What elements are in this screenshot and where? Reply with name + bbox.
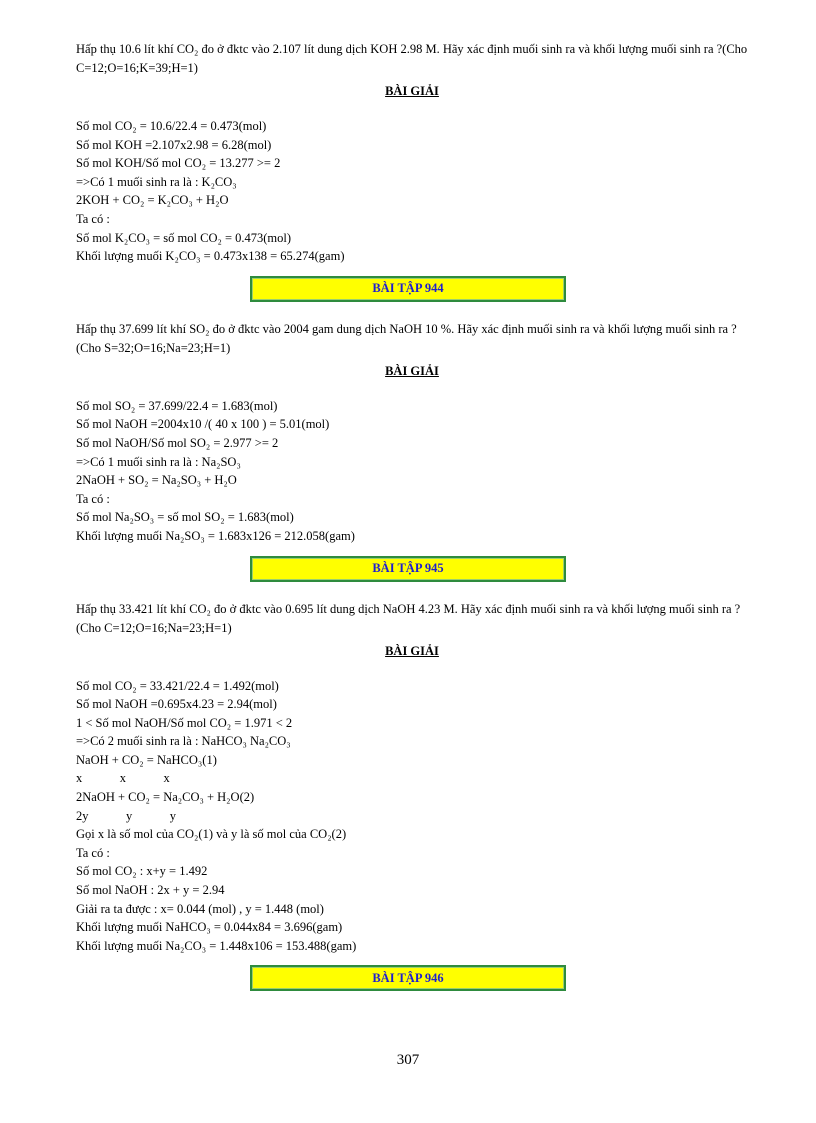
solution-line: Khối lượng muối Na₂CO₃ = 1.448x106 = 153.488(gam) xyxy=(76,938,357,953)
solution-body xyxy=(76,397,748,546)
page-number: 307 xyxy=(396,1052,420,1068)
solution-line: Số mol K₂CO₃ = số mol CO₂ = 0.473(mol) xyxy=(76,230,292,245)
solution-line: Số mol NaOH/Số mol SO₂ = 2.977 >= 2 xyxy=(76,435,279,450)
solution-line: =>Có 2 muối sinh ra là : NaHCO₃ Na₂CO₃ xyxy=(76,734,291,749)
solution-line: Số mol CO₂ = 10.6/22.4 = 0.473(mol) xyxy=(76,119,267,133)
solution-line: =>Có 1 muối sinh ra là : K₂CO₃ xyxy=(76,174,237,189)
solution-line: 1 < Số mol NaOH/Số mol CO₂ = 1.971 < 2 xyxy=(76,715,293,730)
solution-line: NaOH + CO₂ = NaHCO₃(1) xyxy=(76,752,217,767)
solution-line: Số mol NaOH : 2x + y = 2.94 xyxy=(76,883,225,898)
solution-line: Ta có : xyxy=(76,491,110,506)
exercise-banner-row xyxy=(76,556,748,582)
solution-line: Số mol NaOH =0.695x4.23 = 2.94(mol) xyxy=(76,697,277,712)
solution-line: Khối lượng muối Na₂SO₃ = 1.683x126 = 212.058(gam) xyxy=(76,528,355,543)
solution-line: x x x xyxy=(76,771,170,786)
exercise-banner: BÀI TẬP 945 xyxy=(250,556,566,582)
solution-line: Số mol SO₂ = 37.699/22.4 = 1.683(mol) xyxy=(76,398,278,413)
exercise-banner-row xyxy=(76,276,748,302)
solution-line: Gọi x là số mol của CO₂(1) và y là số mol của CO₂(2) xyxy=(76,827,347,842)
exercise-banner-row xyxy=(76,965,748,991)
document-page xyxy=(76,40,748,1009)
solution-line: Số mol KOH =2.107x2.98 = 6.28(mol) xyxy=(76,137,272,152)
exercise-banner: BÀI TẬP 944 xyxy=(250,276,566,302)
solution-body xyxy=(76,677,748,956)
solution-line: Ta có : xyxy=(76,211,110,226)
problem-statement: Hấp thụ 37.699 lít khí SO₂ đo ở đktc vào 2004 gam dung dịch NaOH 10 %. Hãy xác định muối sinh ra và khối lượng muối sinh ra ?(Cho S=32;O=16;Na=23;H=1) xyxy=(76,321,737,355)
solution-body xyxy=(76,117,748,266)
solution-line: Số mol CO₂ = 33.421/22.4 = 1.492(mol) xyxy=(76,678,279,693)
solution-line: 2y y y xyxy=(76,808,176,823)
solution-line: Khối lượng muối K₂CO₃ = 0.473x138 = 65.274(gam) xyxy=(76,249,345,264)
solution-line: 2NaOH + SO₂ = Na₂SO₃ + H₂O xyxy=(76,473,237,488)
solution-heading: BÀI GIẢI xyxy=(385,84,439,98)
solution-line: Giải ra ta được : x= 0.044 (mol) , y = 1.448 (mol) xyxy=(76,901,324,916)
solution-line: 2KOH + CO₂ = K₂CO₃ + H₂O xyxy=(76,193,229,208)
solution-heading: BÀI GIẢI xyxy=(385,643,439,658)
problem-statement: Hấp thụ 33.421 lít khí CO₂ đo ở đktc vào 0.695 lít dung dịch NaOH 4.23 M. Hãy xác định muối sinh ra và khối lượng muối sinh ra ?(Cho C=12;O=16;Na=23;H=1) xyxy=(76,601,741,635)
solution-line: Số mol NaOH =2004x10 /( 40 x 100 ) = 5.01(mol) xyxy=(76,417,330,432)
solution-line: Số mol CO₂ : x+y = 1.492 xyxy=(76,864,208,879)
solution-line: Khối lượng muối NaHCO₃ = 0.044x84 = 3.696(gam) xyxy=(76,920,343,935)
solution-line: Số mol KOH/Số mol CO₂ = 13.277 >= 2 xyxy=(76,156,281,171)
solution-heading: BÀI GIẢI xyxy=(385,363,439,378)
exercise-banner: BÀI TẬP 946 xyxy=(250,965,566,991)
solution-line: =>Có 1 muối sinh ra là : Na₂SO₃ xyxy=(76,454,241,469)
solution-line: Ta có : xyxy=(76,845,110,860)
solution-line: 2NaOH + CO₂ = Na₂CO₃ + H₂O(2) xyxy=(76,790,255,805)
problem-statement: Hấp thụ 10.6 lít khí CO₂ đo ở đktc vào 2.107 lít dung dịch KOH 2.98 M. Hãy xác định muối sinh ra và khối lượng muối sinh ra ?(Cho C=12;O=16;K=39;H=1) xyxy=(76,42,748,75)
solution-line: Số mol Na₂SO₃ = số mol SO₂ = 1.683(mol) xyxy=(76,510,294,525)
